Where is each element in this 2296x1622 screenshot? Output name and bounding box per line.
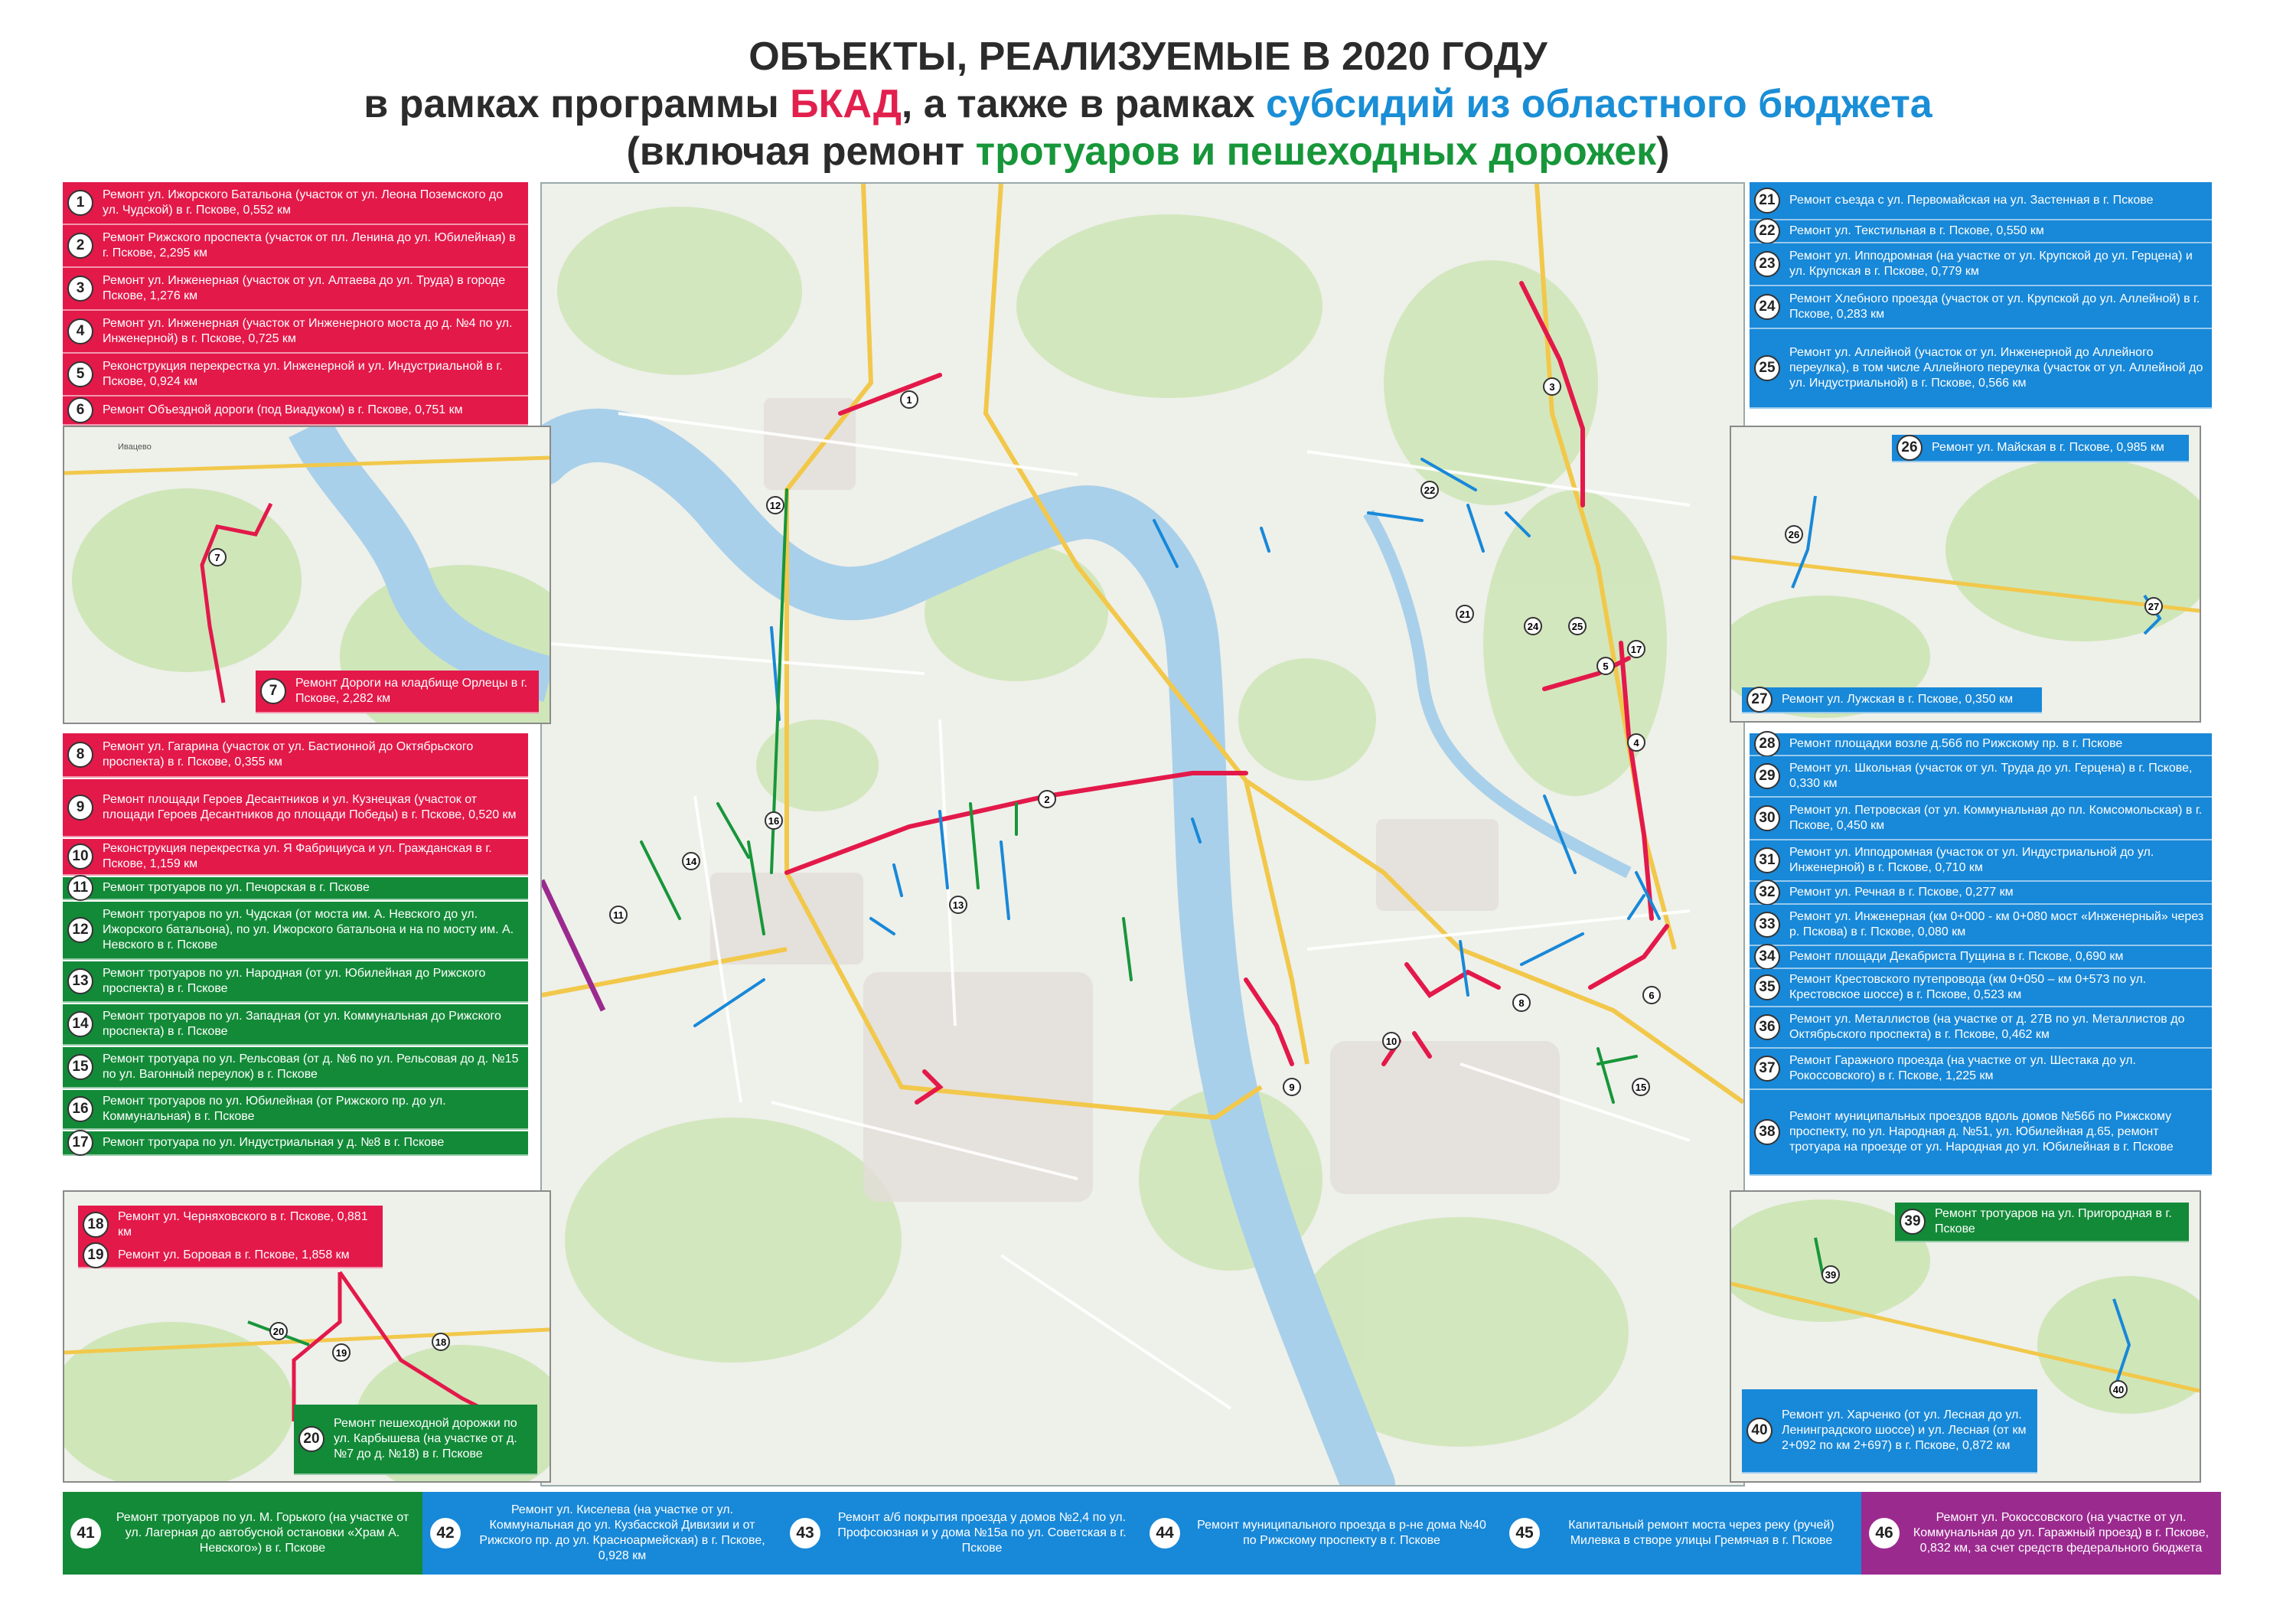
legend-text-19: Ремонт ул. Боровая в г. Пскове, 1,858 км bbox=[118, 1248, 350, 1261]
legend-text-20: Ремонт пешеходной дорожки по ул. Карбышева (на участке от д. №7 до д. №18) в г. Пскове bbox=[334, 1417, 517, 1460]
legend-num-31: 31 bbox=[1754, 847, 1780, 873]
legend-text-45: Капитальный ремонт моста через реку (ручей) Милевка в створе улицы Гремячая в г. Пскове bbox=[1568, 1519, 1835, 1547]
map-marker-17: 17 bbox=[1630, 644, 1642, 655]
legend-num-7: 7 bbox=[260, 678, 286, 704]
legend-text-8: Ремонт ул. Гагарина (участок от ул. Бастионной до Октябрьского проспекта) в г. Пскове, 0,355 км bbox=[103, 740, 474, 769]
map-marker-8: 8 bbox=[1518, 997, 1525, 1009]
legend-item-18 bbox=[78, 1206, 383, 1245]
map-marker-5: 5 bbox=[1603, 661, 1609, 672]
legend-num-25: 25 bbox=[1754, 355, 1780, 381]
legend-num-32: 32 bbox=[1754, 880, 1780, 906]
legend-item-44 bbox=[1142, 1492, 1502, 1575]
legend-item-23 bbox=[1750, 243, 2212, 286]
legend-item-28 bbox=[1750, 733, 2212, 756]
legend-item-2 bbox=[63, 225, 528, 268]
legend-num-46: 46 bbox=[1869, 1518, 1900, 1549]
legend-num-35: 35 bbox=[1754, 974, 1780, 1000]
legend-num-20: 20 bbox=[298, 1426, 325, 1452]
legend-text-24: Ремонт Хлебного проезда (участок от ул. Крупской до ул. Аллейной) в г. Пскове, 0,283 км bbox=[1789, 292, 2200, 321]
legend-num-4: 4 bbox=[67, 318, 93, 344]
inset-19-marker: 19 bbox=[335, 1347, 347, 1359]
legend-num-38: 38 bbox=[1754, 1119, 1780, 1145]
legend-text-6: Ремонт Объездной дороги (под Виадуком) в г. Пскове, 0,751 км bbox=[103, 403, 463, 416]
legend-text-46: Ремонт ул. Рокоссовского (на участке от ул. Коммунальная до ул. Гаражный проезд) в г. Пскове, 0,832 км, за счет средств федерального бюджета bbox=[1913, 1511, 2210, 1555]
map-marker-14: 14 bbox=[685, 856, 697, 867]
legend-num-17: 17 bbox=[67, 1130, 93, 1156]
legend-item-12 bbox=[63, 902, 528, 960]
legend-text-37: Ремонт Гаражного проезда (на участке от ул. Шестака до ул. Рокоссовского) в г. Пскове, 1,225 км bbox=[1789, 1054, 2136, 1082]
inset-39-marker: 39 bbox=[1825, 1269, 1837, 1281]
legend-text-17: Ремонт тротуара по ул. Индустриальная у д. №8 в г. Пскове bbox=[103, 1136, 445, 1149]
legend-text-33: Ремонт ул. Инженерная (км 0+000 - км 0+080 мост «Инженерный» через р. Пскова) в г. Пскове, 0,080 км bbox=[1789, 910, 2204, 938]
legend-item-29 bbox=[1750, 756, 2212, 798]
legend-num-19: 19 bbox=[83, 1242, 109, 1268]
main-map-svg bbox=[542, 184, 1743, 1485]
legend-num-16: 16 bbox=[67, 1096, 93, 1122]
legend-item-36 bbox=[1750, 1007, 2212, 1049]
inset-20-marker: 20 bbox=[272, 1326, 285, 1337]
main-map[interactable] bbox=[540, 182, 1745, 1487]
map-marker-9: 9 bbox=[1289, 1082, 1295, 1093]
legend-item-31 bbox=[1750, 840, 2212, 882]
legend-text-9: Ремонт площади Героев Десантников и ул. Кузнецкая (участок от площади Героев Десантников до площади Победы) в г. Пскове, 0,520 км bbox=[103, 793, 517, 821]
legend-text-28: Ремонт площадки возле д.56б по Рижскому пр. в г. Пскове bbox=[1789, 737, 2123, 750]
legend-num-45: 45 bbox=[1509, 1518, 1540, 1549]
inset-map-7[interactable] bbox=[63, 426, 551, 724]
title-line-3: (включая ремонт тротуаров и пешеходных дорожек) bbox=[626, 129, 1670, 174]
map-marker-15: 15 bbox=[1635, 1082, 1647, 1093]
map-marker-21: 21 bbox=[1459, 609, 1471, 620]
legend-item-24 bbox=[1750, 286, 2212, 329]
inset-18-marker: 18 bbox=[435, 1336, 447, 1348]
legend-text-7: Ремонт Дороги на кладбище Орлецы в г. Пскове, 2,282 км bbox=[295, 677, 528, 705]
legend-num-13: 13 bbox=[67, 968, 93, 994]
legend-num-23: 23 bbox=[1754, 251, 1780, 277]
legend-text-13: Ремонт тротуаров по ул. Народная (от ул. Юбилейная до Рижского проспекта) в г. Пскове bbox=[103, 967, 486, 995]
legend-item-9 bbox=[63, 779, 528, 837]
legend-text-1: Ремонт ул. Ижорского Батальона (участок от ул. Леона Поземского до ул. Чудской) в г. Пскове, 0,552 км bbox=[103, 188, 504, 217]
legend-text-35: Ремонт Крестовского путепровода (км 0+050 – км 0+573 по ул. Крестовское шоссе) в г. Пскове, 0,523 км bbox=[1789, 973, 2147, 1001]
legend-num-22: 22 bbox=[1754, 218, 1780, 244]
legend-item-5 bbox=[63, 354, 528, 397]
inset-27-marker: 27 bbox=[2148, 601, 2160, 612]
inset-map-18-20[interactable] bbox=[63, 1190, 551, 1483]
legend-text-4: Ремонт ул. Инженерная (участок от Инженерного моста до д. №4 по ул. Инженерной) в г. Пскове, 0,725 км bbox=[103, 317, 513, 345]
legend-text-22: Ремонт ул. Текстильная в г. Пскове, 0,550 км bbox=[1789, 224, 2044, 237]
legend-text-31: Ремонт ул. Ипподромная (участок от ул. Индустриальной до ул. Инженерной) в г. Пскове, 0,710 км bbox=[1789, 846, 2154, 874]
map-marker-16: 16 bbox=[768, 815, 780, 827]
legend-item-3 bbox=[63, 268, 528, 311]
legend-item-27 bbox=[1742, 687, 2042, 713]
legend-num-33: 33 bbox=[1754, 912, 1780, 938]
legend-num-5: 5 bbox=[67, 361, 93, 387]
legend-item-33 bbox=[1750, 905, 2212, 946]
legend-num-41: 41 bbox=[70, 1518, 101, 1549]
map-marker-11: 11 bbox=[613, 909, 624, 921]
legend-item-25 bbox=[1750, 329, 2212, 409]
legend-num-11: 11 bbox=[67, 875, 93, 901]
legend-num-44: 44 bbox=[1150, 1518, 1180, 1549]
legend-num-28: 28 bbox=[1754, 731, 1780, 757]
legend-item-38 bbox=[1750, 1090, 2212, 1176]
legend-num-30: 30 bbox=[1754, 805, 1780, 831]
legend-num-40: 40 bbox=[1746, 1418, 1773, 1444]
legend-num-27: 27 bbox=[1746, 687, 1773, 713]
legend-num-24: 24 bbox=[1754, 294, 1780, 320]
legend-num-39: 39 bbox=[1900, 1209, 1926, 1235]
legend-text-40: Ремонт ул. Харченко (от ул. Лесная до ул. Ленинградского шоссе) и ул. Лесная (от км 2+092 по км 2+697) в г. Пскове, 0,872 км bbox=[1782, 1408, 2027, 1452]
legend-text-12: Ремонт тротуаров по ул. Чудская (от моста им. А. Невского до ул. Ижорского батальона), по ул. Ижорского батальона и на по мосту им. А. Невского в г. Пскове bbox=[103, 908, 514, 951]
legend-item-37 bbox=[1750, 1049, 2212, 1090]
legend-item-20 bbox=[294, 1405, 537, 1475]
legend-num-42: 42 bbox=[430, 1518, 461, 1549]
map-marker-4: 4 bbox=[1633, 737, 1639, 749]
legend-text-29: Ремонт ул. Школьная (участок от ул. Труда до ул. Герцена) в г. Пскове, 0,330 км bbox=[1789, 762, 2193, 790]
legend-item-21 bbox=[1750, 182, 2212, 220]
legend-item-45 bbox=[1502, 1492, 1861, 1575]
title-line-1: ОБЪЕКТЫ, РЕАЛИЗУЕМЫЕ В 2020 ГОДУ bbox=[748, 34, 1548, 79]
legend-text-2: Ремонт Рижского проспекта (участок от пл. Ленина до ул. Юбилейная) в г. Пскове, 2,295 км bbox=[103, 231, 516, 259]
map-marker-25: 25 bbox=[1571, 621, 1583, 632]
legend-num-3: 3 bbox=[67, 276, 93, 302]
map-marker-2: 2 bbox=[1044, 794, 1050, 805]
legend-text-26: Ремонт ул. Майская в г. Пскове, 0,985 км bbox=[1932, 441, 2164, 454]
legend-text-3: Ремонт ул. Инженерная (участок от ул. Алтаева до ул. Труда) в городе Пскове, 1,276 км bbox=[103, 274, 506, 302]
legend-item-35 bbox=[1750, 969, 2212, 1007]
legend-num-14: 14 bbox=[67, 1011, 93, 1037]
map-marker-1: 1 bbox=[906, 394, 912, 406]
legend-text-11: Ремонт тротуаров по ул. Печорская в г. Пскове bbox=[103, 881, 370, 894]
legend-text-25: Ремонт ул. Аллейной (участок от ул. Инженерной до Аллейного переулка), в том числе Аллейного переулка (участок от ул. Аллейной до ул. Индустриальной) в г. Пскове, 0,566 км bbox=[1789, 346, 2203, 390]
legend-item-10 bbox=[63, 839, 528, 876]
legend-text-21: Ремонт съезда с ул. Первомайская на ул. Застенная в г. Пскове bbox=[1789, 194, 2154, 207]
legend-num-43: 43 bbox=[790, 1518, 820, 1549]
inset-7-marker: 7 bbox=[214, 552, 220, 563]
legend-num-2: 2 bbox=[67, 233, 93, 259]
map-marker-12: 12 bbox=[769, 500, 781, 511]
legend-item-40 bbox=[1742, 1389, 2037, 1474]
legend-num-9: 9 bbox=[67, 795, 93, 821]
inset-7-place-label: Ивацево bbox=[118, 442, 152, 452]
legend-num-29: 29 bbox=[1754, 763, 1780, 789]
legend-item-8 bbox=[63, 733, 528, 778]
legend-num-6: 6 bbox=[67, 397, 93, 423]
legend-text-5: Реконструкция перекрестка ул. Инженерной и ул. Индустриальной в г. Пскове, 0,924 км bbox=[103, 360, 503, 388]
legend-text-43: Ремонт а/б покрытия проезда у домов №2,4 по ул. Профсоюзная и у дома №15а по ул. Советская в г. Пскове bbox=[837, 1511, 1127, 1555]
legend-item-42 bbox=[422, 1492, 782, 1575]
inset-map-26-27[interactable] bbox=[1730, 426, 2201, 723]
legend-item-7 bbox=[256, 671, 539, 713]
legend-text-32: Ремонт ул. Речная в г. Пскове, 0,277 км bbox=[1789, 886, 2014, 899]
legend-num-37: 37 bbox=[1754, 1056, 1780, 1082]
legend-item-32 bbox=[1750, 882, 2212, 905]
legend-item-19 bbox=[78, 1244, 383, 1268]
legend-text-39: Ремонт тротуаров на ул. Пригородная в г. Пскове bbox=[1935, 1207, 2172, 1235]
legend-num-36: 36 bbox=[1754, 1014, 1780, 1040]
inset-40-marker: 40 bbox=[2112, 1384, 2125, 1395]
legend-num-1: 1 bbox=[67, 190, 93, 216]
legend-text-44: Ремонт муниципального проезда в р-не дома №40 по Рижскому проспекту в г. Пскове bbox=[1197, 1519, 1486, 1547]
legend-item-14 bbox=[63, 1004, 528, 1046]
legend-num-12: 12 bbox=[67, 917, 93, 943]
legend-item-46 bbox=[1861, 1492, 2221, 1575]
inset-map-39-40[interactable] bbox=[1730, 1190, 2201, 1483]
legend-item-41 bbox=[63, 1492, 422, 1575]
legend-num-34: 34 bbox=[1754, 944, 1780, 970]
inset-26-svg bbox=[1731, 427, 2200, 721]
legend-item-11 bbox=[63, 877, 528, 900]
legend-text-34: Ремонт площади Декабриста Пущина в г. Пскове, 0,690 км bbox=[1789, 950, 2124, 963]
legend-text-30: Ремонт ул. Петровская (от ул. Коммунальная до пл. Комсомольская) в г. Пскове, 0,450 км bbox=[1789, 804, 2203, 832]
legend-item-1 bbox=[63, 182, 528, 225]
legend-text-18: Ремонт ул. Черняховского в г. Пскове, 0,881 км bbox=[118, 1210, 368, 1239]
legend-text-36: Ремонт ул. Металлистов (на участке от д. 27В по ул. Металлистов до Октябрьского проспекта) в г. Пскове, 0,462 км bbox=[1789, 1013, 2185, 1041]
legend-item-13 bbox=[63, 961, 528, 1003]
legend-num-21: 21 bbox=[1754, 188, 1780, 214]
map-marker-24: 24 bbox=[1527, 621, 1539, 632]
legend-item-16 bbox=[63, 1090, 528, 1130]
legend-item-17 bbox=[63, 1131, 528, 1156]
legend-item-26 bbox=[1892, 435, 2189, 462]
legend-item-39 bbox=[1895, 1203, 2189, 1242]
legend-text-41: Ремонт тротуаров по ул. М. Горького (на участке от ул. Лагерная до автобусной остановки «Храм А. Невского») в г. Пскове bbox=[116, 1511, 409, 1555]
map-marker-6: 6 bbox=[1649, 990, 1655, 1001]
legend-text-38: Ремонт муниципальных проездов вдоль домов №56б по Рижскому проспекту, по ул. Народная д. №51, ул. Юбилейная д.65, ремонт тротуара на проезде от ул. Народная до ул. Юбилейная в г. Пскове bbox=[1789, 1110, 2174, 1154]
legend-text-23: Ремонт ул. Ипподромная (на участке от ул. Крупской до ул. Герцена) и ул. Крупская в г. Пскове, 0,779 км bbox=[1789, 250, 2193, 278]
legend-num-26: 26 bbox=[1896, 435, 1923, 461]
title-line-2: в рамках программы БКАД, а также в рамках субсидий из областного бюджета bbox=[364, 82, 1932, 126]
inset-26-marker: 26 bbox=[1788, 529, 1800, 540]
legend-item-4 bbox=[63, 311, 528, 354]
legend-text-10: Реконструкция перекрестка ул. Я Фабрициуса и ул. Гражданская в г. Пскове, 1,159 км bbox=[103, 842, 492, 870]
legend-item-15 bbox=[63, 1047, 528, 1088]
legend-item-22 bbox=[1750, 220, 2212, 243]
legend-text-14: Ремонт тротуаров по ул. Западная (от ул. Коммунальная до Рижского проспекта) в г. Пскове bbox=[103, 1010, 501, 1038]
map-marker-22: 22 bbox=[1424, 485, 1436, 496]
legend-text-27: Ремонт ул. Лужская в г. Пскове, 0,350 км bbox=[1782, 693, 2014, 706]
legend-num-15: 15 bbox=[67, 1054, 93, 1080]
legend-text-42: Ремонт ул. Киселева (на участке от ул. Коммунальная до ул. Кузбасской Дивизии и от Рижского пр. до ул. Красноармейская) в г. Пскове, 0,928 км bbox=[479, 1503, 765, 1562]
legend-item-30 bbox=[1750, 798, 2212, 840]
map-marker-3: 3 bbox=[1549, 381, 1555, 393]
map-marker-13: 13 bbox=[952, 899, 964, 911]
legend-num-8: 8 bbox=[67, 742, 93, 768]
map-marker-10: 10 bbox=[1385, 1036, 1397, 1047]
legend-text-15: Ремонт тротуара по ул. Рельсовая (от д. №6 по ул. Рельсовая до д. №15 по ул. Вагонный переулок) в г. Пскове bbox=[103, 1053, 519, 1081]
legend-text-16: Ремонт тротуаров по ул. Юбилейная (от Рижского пр. до ул. Коммунальная) в г. Пскове bbox=[103, 1095, 446, 1123]
legend-item-6 bbox=[63, 397, 528, 426]
legend-num-18: 18 bbox=[83, 1212, 109, 1238]
legend-item-34 bbox=[1750, 946, 2212, 969]
legend-num-10: 10 bbox=[67, 844, 93, 870]
legend-item-43 bbox=[782, 1492, 1142, 1575]
